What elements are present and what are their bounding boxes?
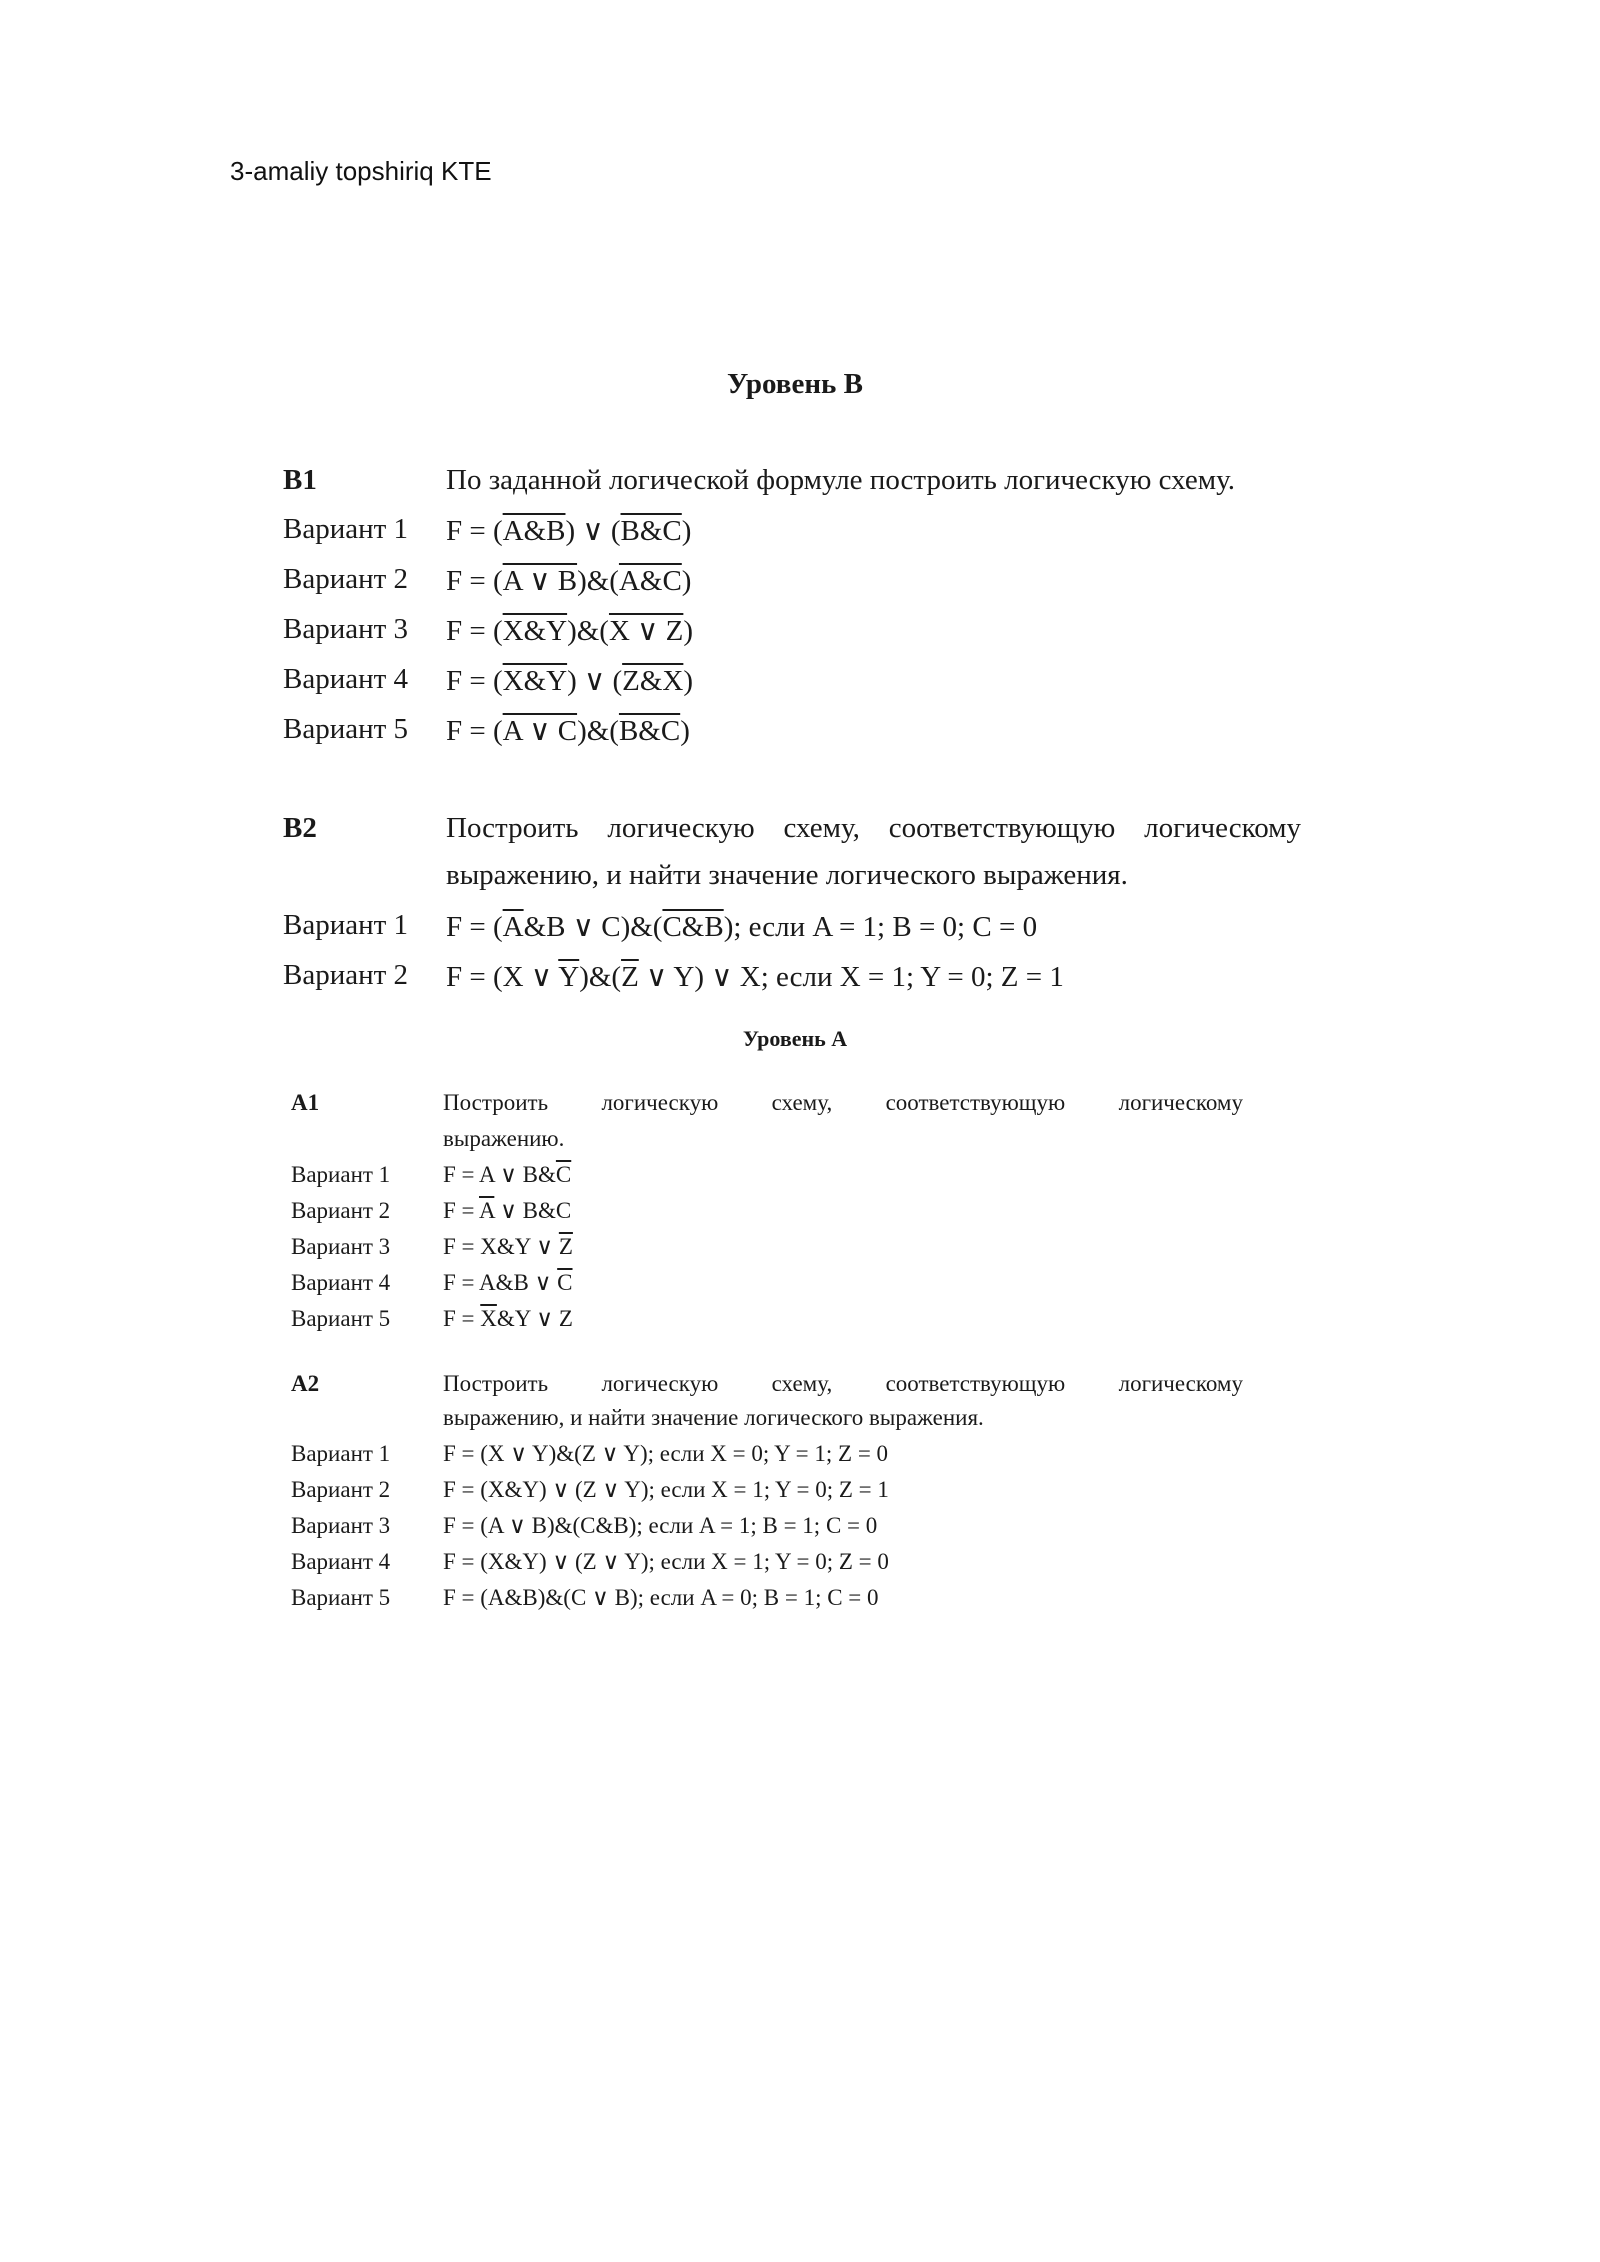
formula-part: F = ( bbox=[446, 565, 503, 597]
variant-formula bbox=[443, 1441, 888, 1467]
variant-label: Вариант 4 bbox=[291, 1549, 391, 1574]
task-id: B2 bbox=[283, 812, 317, 844]
variant-label: Вариант 3 bbox=[291, 1513, 391, 1538]
variant-formula bbox=[443, 1477, 889, 1503]
negated-term: X&Y bbox=[502, 615, 568, 647]
variant-formula bbox=[443, 1513, 877, 1539]
variant-label: Вариант 2 bbox=[283, 563, 409, 595]
variant-label: Вариант 1 bbox=[291, 1441, 391, 1466]
variant-formula bbox=[446, 563, 691, 598]
negated-term: X ∨ Z bbox=[608, 615, 684, 647]
formula-part: F = ( bbox=[446, 615, 503, 647]
task-prompt-line: выражению. bbox=[443, 1126, 565, 1151]
negated-term: B&C bbox=[618, 715, 681, 747]
formula-part: ) bbox=[683, 665, 694, 697]
variant-label: Вариант 1 bbox=[283, 513, 409, 545]
variant-formula bbox=[446, 909, 1037, 944]
negated-term: Z&X bbox=[622, 665, 684, 697]
variant-label: Вариант 3 bbox=[283, 613, 409, 645]
negated-term: A&C bbox=[618, 565, 682, 597]
formula-part: F = (X ∨ bbox=[446, 961, 559, 993]
formula-part: F = (A ∨ B)&(C&B); если A = 1; B = 1; C = 0 bbox=[443, 1513, 878, 1538]
task-prompt-line: выражению, и найти значение логического выражения. bbox=[446, 859, 1128, 891]
formula-part: ) bbox=[681, 565, 692, 597]
negated-term: $\overline{Z}$ bbox=[558, 1234, 573, 1259]
formula-part: F = ( bbox=[446, 665, 503, 697]
formula-part: )&( bbox=[577, 565, 619, 597]
variant-label: Вариант 3 bbox=[291, 1234, 391, 1259]
formula-part: &Y ∨ Z bbox=[496, 1306, 573, 1331]
negated-term: A ∨ C bbox=[502, 715, 578, 747]
task-prompt-line: Построить логическую схему, соответствующую логическому bbox=[446, 812, 1301, 844]
formula-part: F = A&B ∨ bbox=[443, 1270, 558, 1295]
task-id: A2 bbox=[291, 1371, 320, 1396]
formula-part: ) bbox=[681, 515, 692, 547]
variant-formula bbox=[443, 1198, 571, 1224]
formula-part: F = bbox=[443, 1306, 481, 1331]
task-prompt-line: Построить логическую схему, соответствующую логическому bbox=[443, 1371, 1243, 1396]
formula-part: &B ∨ C)&( bbox=[523, 911, 663, 943]
task-prompt-line: По заданной логической формуле построить логическую схему. bbox=[446, 464, 1235, 496]
variant-formula bbox=[443, 1162, 571, 1188]
level-b-title: Уровень В bbox=[727, 368, 863, 400]
variant-label: Вариант 2 bbox=[291, 1477, 391, 1502]
formula-part: ) bbox=[683, 615, 694, 647]
variant-label: Вариант 4 bbox=[283, 663, 409, 695]
formula-part: F = ( bbox=[446, 911, 503, 943]
page-heading: 3-amaliy topshiriq KTE bbox=[230, 156, 492, 186]
negated-term: C&B bbox=[662, 911, 724, 943]
variant-formula bbox=[446, 513, 691, 548]
formula-part: F = ( bbox=[446, 715, 503, 747]
negated-term: $\overline{X}$ bbox=[480, 1306, 497, 1331]
formula-part: ) ∨ ( bbox=[565, 515, 621, 547]
variant-formula bbox=[443, 1234, 573, 1260]
variant-formula bbox=[443, 1306, 573, 1332]
task-id: A1 bbox=[291, 1090, 320, 1115]
formula-part: F = ( bbox=[446, 515, 503, 547]
negated-term: A&B bbox=[502, 515, 566, 547]
variant-formula bbox=[446, 613, 693, 648]
negated-term: $\overline{A}$ bbox=[502, 911, 524, 943]
negated-term: A ∨ B bbox=[502, 565, 578, 597]
negated-term: $\overline{Z}$ bbox=[621, 961, 639, 993]
formula-part: F = bbox=[443, 1198, 479, 1223]
formula-part: ∨ Y) ∨ X; если X = 1; Y = 0; Z = 1 bbox=[638, 961, 1064, 993]
level-a-title: Уровень А bbox=[742, 1026, 848, 1051]
formula-part: ); если A = 1; B = 0; C = 0 bbox=[723, 911, 1038, 943]
formula-part: F = (X&Y) ∨ (Z ∨ Y); если X = 1; Y = 0; Z = 0 bbox=[443, 1549, 889, 1574]
variant-formula bbox=[446, 713, 690, 748]
negated-term: $\overline{C}$ bbox=[557, 1270, 573, 1295]
negated-term: $\overline{C}$ bbox=[555, 1162, 572, 1187]
formula-part: )&( bbox=[567, 615, 609, 647]
variant-label: Вариант 2 bbox=[291, 1198, 391, 1223]
formula-part: F = (X ∨ Y)&(Z ∨ Y); если X = 0; Y = 1; Z = 0 bbox=[443, 1441, 889, 1466]
variant-formula bbox=[443, 1549, 889, 1575]
variant-formula bbox=[446, 959, 1064, 994]
variant-label: Вариант 1 bbox=[291, 1162, 391, 1187]
negated-term: $\overline{Y}$ bbox=[558, 961, 580, 993]
formula-part: F = (A&B)&(C ∨ B); если A = 0; B = 1; C = 0 bbox=[443, 1585, 879, 1610]
variant-label: Вариант 4 bbox=[291, 1270, 391, 1295]
task-id: B1 bbox=[283, 464, 317, 496]
formula-part: F = X&Y ∨ bbox=[443, 1234, 559, 1259]
negated-term: X&Y bbox=[502, 665, 568, 697]
variant-label: Вариант 2 bbox=[283, 959, 409, 991]
negated-term: $\overline{A}$ bbox=[479, 1198, 495, 1223]
formula-part: ) bbox=[680, 715, 690, 747]
negated-term: B&C bbox=[620, 515, 682, 547]
task-prompt-line: Построить логическую схему, соответствующую логическому bbox=[443, 1090, 1243, 1115]
variant-formula bbox=[443, 1270, 573, 1296]
variant-formula bbox=[443, 1585, 879, 1611]
variant-formula bbox=[446, 663, 693, 698]
variant-label: Вариант 5 bbox=[291, 1585, 391, 1610]
variant-label: Вариант 5 bbox=[283, 713, 409, 745]
formula-part: ∨ B&C bbox=[494, 1198, 572, 1223]
formula-part: )&( bbox=[579, 961, 622, 993]
variant-label: Вариант 1 bbox=[283, 909, 409, 941]
formula-part: F = (X&Y) ∨ (Z ∨ Y); если X = 1; Y = 0; Z = 1 bbox=[443, 1477, 889, 1502]
formula-part: )&( bbox=[577, 715, 619, 747]
formula-part: ) ∨ ( bbox=[567, 665, 623, 697]
variant-label: Вариант 5 bbox=[291, 1306, 391, 1331]
formula-part: F = A ∨ B& bbox=[443, 1162, 556, 1187]
task-prompt-line: выражению, и найти значение логического выражения. bbox=[443, 1405, 984, 1430]
